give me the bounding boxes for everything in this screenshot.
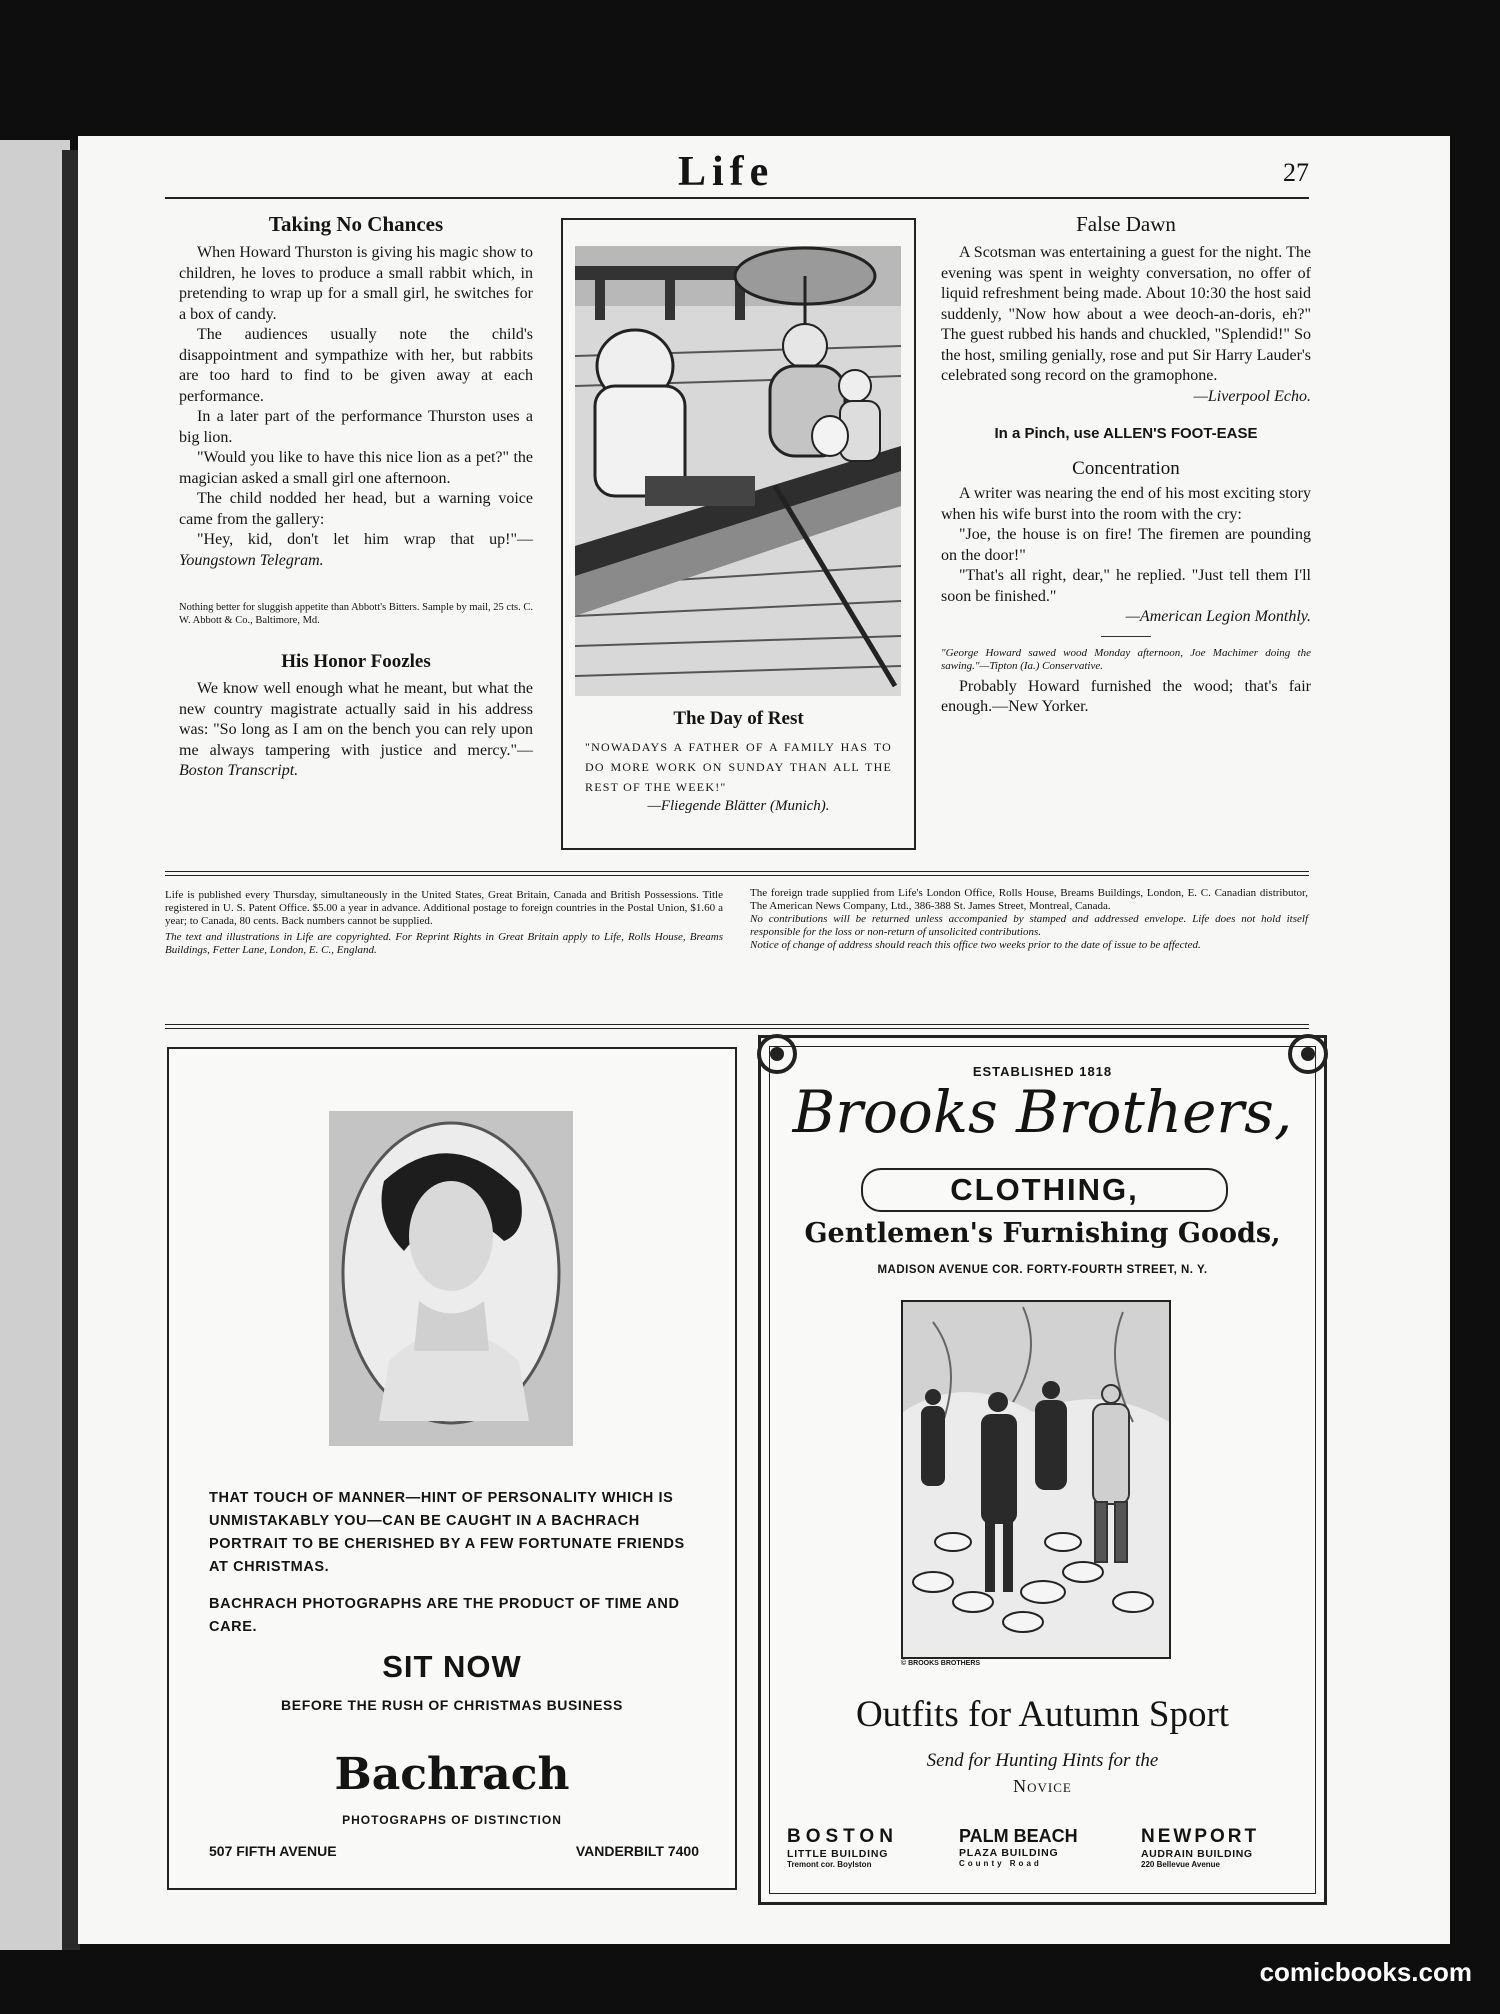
paragraph: "That's all right, dear," he replied. "Just tell them I'll soon be finished." <box>941 567 1311 605</box>
ad-subline: Send for Hunting Hints for the <box>926 1750 1159 1771</box>
paragraph-text: We know well enough what he meant, but what the new country magistrate actually said in his address was: "So long as I am on the bench you can rely upon me always tampering with justice and mercy."— <box>179 680 533 759</box>
ad-headline: SIT NOW <box>382 1649 522 1684</box>
scan-left-edge <box>0 140 70 1950</box>
branch-city: PALM BEACH <box>959 1826 1078 1846</box>
branch-street: Tremont cor. Boylston <box>787 1860 872 1869</box>
story-body <box>941 677 1311 718</box>
header-rule <box>165 197 1309 199</box>
paragraph <box>179 530 533 571</box>
notes-rule-top <box>165 871 1309 872</box>
ad-subhead: BEFORE THE RUSH OF CHRISTMAS BUSINESS <box>281 1697 623 1713</box>
publisher-note: No contributions will be returned unless accompanied by stamped and addressed envelope. Life does not hold itself responsible for the loss or non-return of unsolicited contributions. <box>750 913 1308 938</box>
branch-street: 220 Bellevue Avenue <box>1141 1860 1221 1869</box>
ad-tagline: PHOTOGRAPHS OF DISTINCTION <box>342 1813 562 1827</box>
paragraph: "Joe, the house is on fire! The firemen are pounding on the door!" <box>941 526 1311 564</box>
paragraph: "Would you like to have this nice lion as a pet?" the magician asked a small girl one afternoon. <box>179 449 533 487</box>
paragraph <box>179 679 533 782</box>
story-source: Youngstown Telegram. <box>179 551 324 569</box>
clothing-banner <box>861 1168 1228 1212</box>
publisher-note: The text and illustrations in Life are copyrighted. For Reprint Rights in Great Britain apply to Life, Rolls House, Breams Buildings, Fetter Lane, London, E. C., England. <box>165 931 723 956</box>
ad-headline: Outfits for Autumn Sport <box>855 1694 1230 1735</box>
right-column <box>941 212 1311 718</box>
bachrach-logo: Bachrach <box>334 1749 570 1800</box>
branch-newport <box>1141 1826 1301 1869</box>
story-body <box>179 243 533 571</box>
ad-subline: Novice <box>1013 1776 1072 1796</box>
story-title: False Dawn <box>1076 212 1176 236</box>
story-source: —Liverpool Echo. <box>1193 387 1311 405</box>
ad-body-text: THAT TOUCH OF MANNER—HINT OF PERSONALITY WHICH IS UNMISTAKABLY YOU—CAN BE CAUGHT IN A BACHRACH PORTRAIT TO BE CHERISHED BY A FEW FORTUNATE FRIENDS AT CHRISTMAS. <box>209 1490 685 1575</box>
publisher-note: The foreign trade supplied from Life's London Office, Rolls House, Breams Buildings, London, E. C. Canadian distributor, The American News Company, Ltd., 386-388 St. James Street, Montreal, Canada. <box>750 887 1308 912</box>
woman-portrait-image <box>329 1111 573 1446</box>
ad-address: 507 FIFTH AVENUE <box>209 1843 337 1859</box>
divider <box>1101 636 1151 637</box>
publisher-note: Life is published every Thursday, simultaneously in the United States, Great Britain, Canada and British Possessions. Title registered in U. S. Patent Office. $5.00 a year in advance. Additional postage to foreign countries in the Postal Union, $1.60 a year; to Canada, 80 cents. Back numbers cannot be supplied. <box>165 889 723 927</box>
paragraph: Probably Howard furnished the wood; that's fair enough.—New Yorker. <box>941 677 1311 715</box>
cartoon-frame <box>561 218 916 850</box>
story-title: His Honor Foozles <box>281 651 431 672</box>
story-body <box>941 243 1311 387</box>
rowing-boat-illustration <box>575 246 901 696</box>
publisher-notes-left <box>165 889 723 957</box>
paragraph: When Howard Thurston is giving his magic show to children, he loves to produce a small rabbit which, in pretending to wrap up for a small girl, he switches for a box of candy. <box>179 244 533 323</box>
branch-building: PLAZA BUILDING <box>959 1847 1059 1859</box>
branch-street: County Road <box>959 1859 1042 1868</box>
hunters-with-hounds-image <box>903 1302 1169 1657</box>
allens-foot-ease-ad: In a Pinch, use ALLEN'S FOOT-EASE <box>994 425 1258 442</box>
site-watermark: comicbooks.com <box>1259 1957 1472 1987</box>
branch-building: LITTLE BUILDING <box>787 1848 889 1860</box>
quoted-item: "George Howard sawed wood Monday afternoon, Joe Machimer doing the sawing."—Tipton (Ia.) Conservative. <box>941 646 1311 672</box>
masthead-title: Life <box>678 149 775 195</box>
branch-building: AUDRAIN BUILDING <box>1141 1848 1253 1860</box>
paragraph: The audiences usually note the child's disappointment and sympathize with her, but rabbits are too hard to find to be given away at each performance. <box>179 326 533 405</box>
magazine-page <box>78 136 1450 1944</box>
story-title: Taking No Chances <box>268 212 444 236</box>
branch-city: NEWPORT <box>1141 1826 1260 1847</box>
cartoon-caption: "NOWADAYS A FATHER OF A FAMILY HAS TO DO MORE WORK ON SUNDAY THAN ALL THE REST OF THE WEEK!" <box>585 740 892 794</box>
page-number: 27 <box>1283 158 1309 187</box>
established-line: ESTABLISHED 1818 <box>972 1064 1113 1079</box>
furnishing-goods-label: Gentlemen's Furnishing Goods, <box>804 1218 1281 1249</box>
publisher-notes-right <box>750 887 1308 952</box>
cartoon-title: The Day of Rest <box>673 708 804 729</box>
portrait-photo <box>329 1111 573 1446</box>
left-column <box>179 212 533 782</box>
paragraph: In a later part of the performance Thurston uses a big lion. <box>179 408 533 446</box>
bachrach-advertisement <box>167 1047 737 1890</box>
ad-body-text: BACHRACH PHOTOGRAPHS ARE THE PRODUCT OF TIME AND CARE. <box>209 1596 680 1635</box>
paragraph: A Scotsman was entertaining a guest for the night. The evening was spent in weighty conversation, no offer of liquid refreshment being made. About 10:30 the host said suddenly, "Now how about a wee deoch-an-doris, eh?" The guest rubbed his hands and chuckled, "Splendid!" So the host, smiling genially, rose and put Sir Harry Lauder's celebrated song record on the gramophone. <box>941 244 1311 384</box>
branch-city: BOSTON <box>787 1826 898 1847</box>
store-address: MADISON AVENUE COR. FORTY-FOURTH STREET, N. Y. <box>877 1264 1208 1276</box>
story-title: Concentration <box>1072 458 1180 479</box>
clothing-label: CLOTHING, <box>950 1172 1139 1207</box>
hunting-scene-illustration <box>901 1300 1171 1659</box>
story-source: Boston Transcript. <box>179 762 299 779</box>
paragraph: The child nodded her head, but a warning voice came from the gallery: <box>179 490 533 528</box>
notes-rule-top <box>165 875 1309 876</box>
branch-boston <box>787 1826 947 1869</box>
publisher-note: Notice of change of address should reach this office two weeks prior to the date of issue to be affected. <box>750 939 1201 951</box>
story-body <box>941 484 1311 607</box>
cartoon-source: —Fliegende Blätter (Munich). <box>647 798 830 814</box>
image-credit: © BROOKS BROTHERS <box>901 1660 981 1667</box>
notes-rule-bottom <box>165 1024 1309 1025</box>
story-source: —American Legion Monthly. <box>1125 608 1311 625</box>
brooks-brothers-advertisement <box>758 1035 1327 1905</box>
story-body <box>179 679 533 782</box>
branch-palm-beach <box>959 1826 1129 1868</box>
notes-rule-bottom <box>165 1028 1309 1029</box>
brooks-brothers-logo: Brooks Brothers, <box>792 1078 1293 1146</box>
paragraph: A writer was nearing the end of his most exciting story when his wife burst into the room with the cry: <box>941 485 1311 523</box>
paragraph-text: "Hey, kid, don't let him wrap that up!"— <box>197 531 533 548</box>
abbott-bitters-note: Nothing better for sluggish appetite than Abbott's Bitters. Sample by mail, 25 cts. C. W. Abbott & Co., Baltimore, Md. <box>179 602 533 626</box>
ad-phone: VANDERBILT 7400 <box>575 1843 699 1859</box>
